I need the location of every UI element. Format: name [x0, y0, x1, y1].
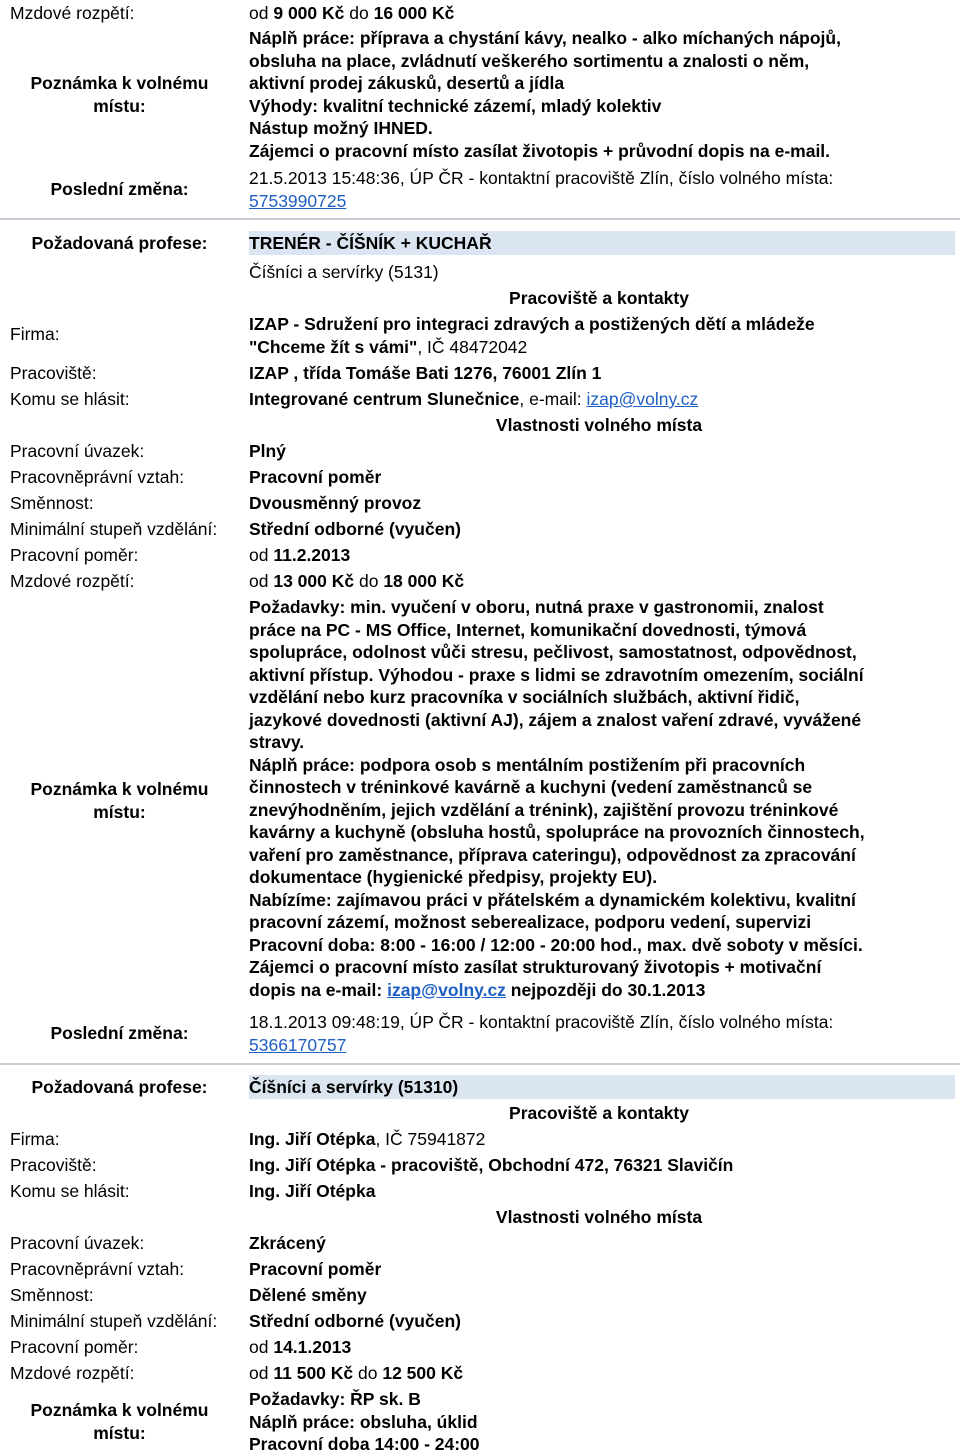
profession-value: TRENÉR - ČÍŠNÍK + KUCHAŘ: [249, 233, 492, 253]
last-change-value: 18.1.2013 09:48:19, ÚP ČR - kontaktní pracoviště Zlín, číslo volného místa: 5366170757: [249, 1012, 834, 1055]
shifts-label: Směnnost:: [10, 493, 94, 513]
contact-label: Komu se hlásit:: [10, 389, 130, 409]
note-line: Výhody: kvalitní technické zázemí, mladý kolektiv: [249, 95, 662, 116]
employment-start-label: Pracovní poměr:: [10, 545, 139, 565]
note-line: práce na PC - MS Office, Internet, komunikační dovednosti, týmová: [249, 619, 807, 640]
company-value: Ing. Jiří Otépka, IČ 75941872: [249, 1129, 486, 1149]
note-line: obsluha na place, zvládnutí veškerého sortimentu a znalosti o něm,: [249, 50, 810, 71]
workplace-label: Pracoviště:: [10, 1155, 97, 1175]
company-label: Firma:: [10, 324, 60, 344]
note-line: Náplň práce: obsluha, úklid: [249, 1411, 478, 1432]
workload-value: Plný: [249, 441, 286, 461]
note-line: znevýhodněním, jejich vzdělání a trénink), zajištění provozu tréninkové: [249, 799, 839, 820]
salary-value: od 11 500 Kč do 12 500 Kč: [249, 1363, 464, 1383]
note-label: Poznámka k volnému místu:: [30, 1400, 209, 1443]
shifts-value: Dvousměnný provoz: [249, 493, 422, 513]
last-change-value: 21.5.2013 15:48:36, ÚP ČR - kontaktní pracoviště Zlín, číslo volného místa: 5753990725: [249, 168, 834, 211]
workload-value: Zkrácený: [249, 1233, 326, 1253]
listing-divider: [0, 1063, 960, 1065]
note-line: stravy.: [249, 732, 305, 752]
education-label: Minimální stupeň vzdělání:: [10, 519, 218, 539]
employment-relation-label: Pracovněprávní vztah:: [10, 1259, 185, 1279]
profession-label: Požadovaná profese:: [31, 1077, 208, 1097]
note-text: [249, 27, 949, 162]
education-label: Minimální stupeň vzdělání:: [10, 1311, 218, 1331]
note-line: činnostech v tréninkové kavárně a kuchyni (vedení zaměstnanců se: [249, 777, 813, 797]
employment-start-label: Pracovní poměr:: [10, 1337, 139, 1357]
employment-relation-value: Pracovní poměr: [249, 1259, 382, 1279]
profession-value: Číšníci a servírky (51310): [249, 1077, 459, 1097]
note-line: Náplň práce: podpora osob s mentálním postižením při pracovních: [249, 754, 806, 775]
employment-start-value: od 14.1.2013: [249, 1337, 352, 1357]
note-line: Pracovní doba: 8:00 - 16:00 / 12:00 - 20:00 hod., max. dvě soboty v měsíci.: [249, 934, 863, 955]
note-line: dopis na e-mail: izap@volny.cz nejpozději do 30.1.2013: [249, 979, 706, 1000]
note-label: Poznámka k volnému místu:: [30, 73, 209, 116]
workload-label: Pracovní úvazek:: [10, 441, 145, 461]
company-value: IZAP - Sdružení pro integraci zdravých a postižených dětí a mládeže "Chceme žít s vámi", IČ 48472042: [249, 314, 815, 357]
note-line: pracovní zázemí, možnost seberealizace, podporu vedení, supervizi: [249, 912, 812, 932]
note-line: aktivní prodej zákusků, desertů a jídla: [249, 73, 565, 93]
note-line: vaření pro zaměstnance, příprava cateringu), odpovědnost za zpracování: [249, 844, 856, 865]
note-line: Nástup možný IHNED.: [249, 118, 433, 138]
note-line: Náplň práce: příprava a chystání kávy, nealko - alko míchaných nápojů,: [249, 28, 841, 48]
contact-label: Komu se hlásit:: [10, 1181, 130, 1201]
section-workplace-contacts: Pracoviště a kontakty: [509, 1103, 689, 1123]
shifts-label: Směnnost:: [10, 1285, 94, 1305]
workplace-value: Ing. Jiří Otépka - pracoviště, Obchodní 472, 76321 Slavičín: [249, 1155, 734, 1175]
section-workplace-contacts: Pracoviště a kontakty: [509, 288, 689, 308]
listing-divider: [0, 218, 960, 220]
workplace-value: IZAP , třída Tomáše Bati 1276, 76001 Zlín 1: [249, 363, 602, 383]
email-link[interactable]: izap@volny.cz: [387, 979, 506, 1000]
salary-label: Mzdové rozpětí:: [10, 1363, 135, 1383]
note-line: Pracovní doba 14:00 - 24:00: [249, 1434, 480, 1454]
contact-value: Integrované centrum Slunečnice, e-mail: izap@volny.cz: [249, 389, 699, 409]
education-value: Střední odborné (vyučen): [249, 519, 461, 539]
salary-value: od 9 000 Kč do 16 000 Kč: [249, 3, 455, 23]
note-line: kavárny a kuchyně (obsluha hostů, spolupráce na provozních činnostech,: [249, 822, 865, 842]
shifts-value: Dělené směny: [249, 1285, 367, 1305]
company-label: Firma:: [10, 1129, 60, 1149]
profession-subtitle: Číšníci a servírky (5131): [249, 262, 439, 282]
workload-label: Pracovní úvazek:: [10, 1233, 145, 1253]
note-text: [249, 596, 949, 1001]
note-line: Nabízíme: zajímavou práci v přátelském a dynamickém kolektivu, kvalitní: [249, 889, 856, 910]
vacancy-number-link[interactable]: 5753990725: [249, 190, 347, 211]
vacancy-number-link[interactable]: 5366170757: [249, 1034, 347, 1055]
note-line: Zájemci o pracovní místo zasílat strukturovaný životopis + motivační: [249, 957, 822, 977]
note-text: [249, 1388, 949, 1456]
note-line: jazykové dovednosti (aktivní AJ), zájem a znalost vaření zdravé, vyvážené: [249, 709, 862, 730]
note-line: Zájemci o pracovní místo zasílat životopis + průvodní dopis na e-mail.: [249, 140, 831, 161]
employment-relation-value: Pracovní poměr: [249, 467, 382, 487]
education-value: Střední odborné (vyučen): [249, 1311, 461, 1331]
note-line: aktivní přístup. Výhodou - praxe s lidmi se zdravotním omezením, sociální: [249, 664, 864, 685]
last-change-label: Poslední změna:: [50, 179, 189, 199]
email-link[interactable]: izap@volny.cz: [586, 389, 699, 409]
contact-value: Ing. Jiří Otépka: [249, 1181, 376, 1201]
salary-label: Mzdové rozpětí:: [10, 571, 135, 591]
salary-label: Mzdové rozpětí:: [10, 3, 135, 23]
employment-relation-label: Pracovněprávní vztah:: [10, 467, 185, 487]
note-line: spolupráce, odolnost vůči stresu, pečlivost, samostatnost, odpovědnost,: [249, 642, 857, 662]
section-vacancy-properties: Vlastnosti volného místa: [495, 415, 703, 435]
workplace-label: Pracoviště:: [10, 363, 97, 383]
employment-start-value: od 11.2.2013: [249, 545, 351, 565]
salary-value: od 13 000 Kč do 18 000 Kč: [249, 571, 465, 591]
last-change-label: Poslední změna:: [50, 1023, 189, 1043]
note-line: dokumentace (hygienické předpisy, projekty EU).: [249, 867, 658, 887]
note-label: Poznámka k volnému místu:: [30, 779, 209, 822]
note-line: vzdělání nebo kurz pracovníka v sociálních službách, aktivní řidič,: [249, 687, 800, 707]
section-vacancy-properties: Vlastnosti volného místa: [495, 1207, 703, 1227]
profession-label: Požadovaná profese:: [31, 233, 208, 253]
note-line: Požadavky: min. vyučení v oboru, nutná praxe v gastronomii, znalost: [249, 597, 824, 617]
note-line: Požadavky: ŘP sk. B: [249, 1389, 421, 1409]
